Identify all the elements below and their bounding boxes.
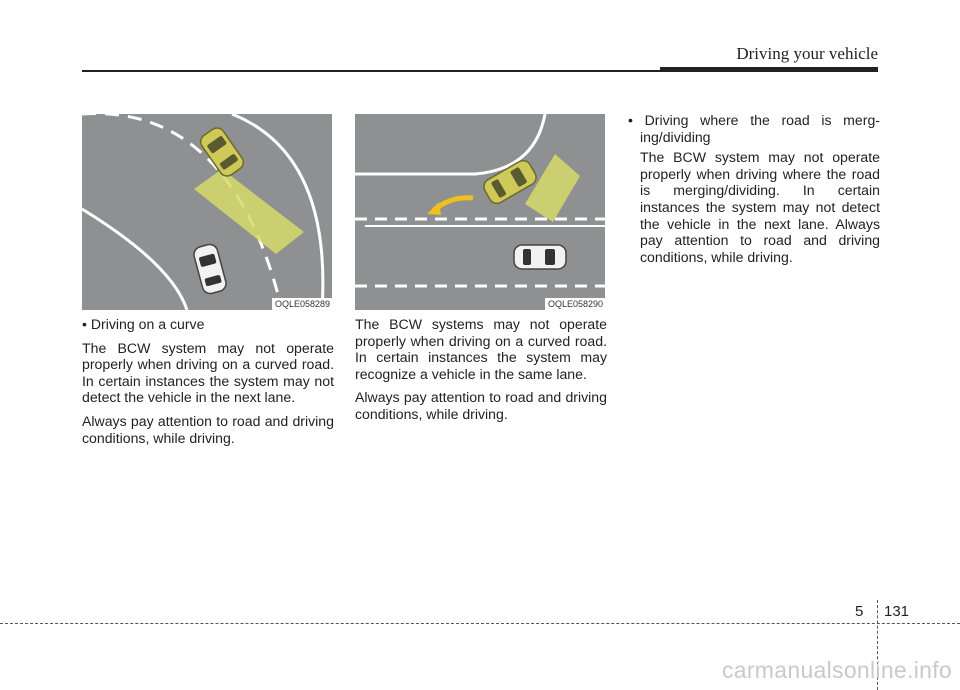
bullet-item: • Driving on a curve xyxy=(82,316,205,332)
figure-code: OQLE058290 xyxy=(545,298,605,310)
header-rule-accent xyxy=(660,67,878,72)
same-lane-illustration xyxy=(355,114,605,310)
column-left xyxy=(82,316,334,453)
figure-curve xyxy=(82,114,332,310)
paragraph: Always pay attention to road and driving conditions, while driving. xyxy=(82,412,334,446)
section-title: Driving your vehicle xyxy=(736,44,878,63)
bullet-item: • Driving where the road is merg- ing/dividing xyxy=(628,112,880,145)
watermark: carmanualsonline.info xyxy=(721,657,952,683)
paragraph: The BCW system may not operate properly when driving on a curved road. In certain instances the system may not detect the vehicle in the next lane. xyxy=(82,339,334,406)
figure-same-lane xyxy=(355,114,605,310)
footer-rule xyxy=(0,623,960,624)
paragraph: The BCW systems may not operate properly when driving on a curved road. In certain instances the system may recognize a vehicle in the same lane. xyxy=(355,316,607,382)
chapter-number: 5 xyxy=(855,603,864,620)
column-right xyxy=(628,112,880,272)
curve-illustration xyxy=(82,114,332,310)
paragraph: The BCW system may not operate properly when driving where the road is merging/dividing. In certain instances the system may not detect the vehicle in the next lane. Always pay attention to road and driving conditions, while driving. xyxy=(640,149,880,265)
page-number: 131 xyxy=(884,603,910,620)
column-middle xyxy=(355,316,607,430)
paragraph: Always pay attention to road and driving conditions, while driving. xyxy=(355,389,607,422)
car-icon xyxy=(514,245,566,269)
figure-code: OQLE058289 xyxy=(272,298,332,310)
